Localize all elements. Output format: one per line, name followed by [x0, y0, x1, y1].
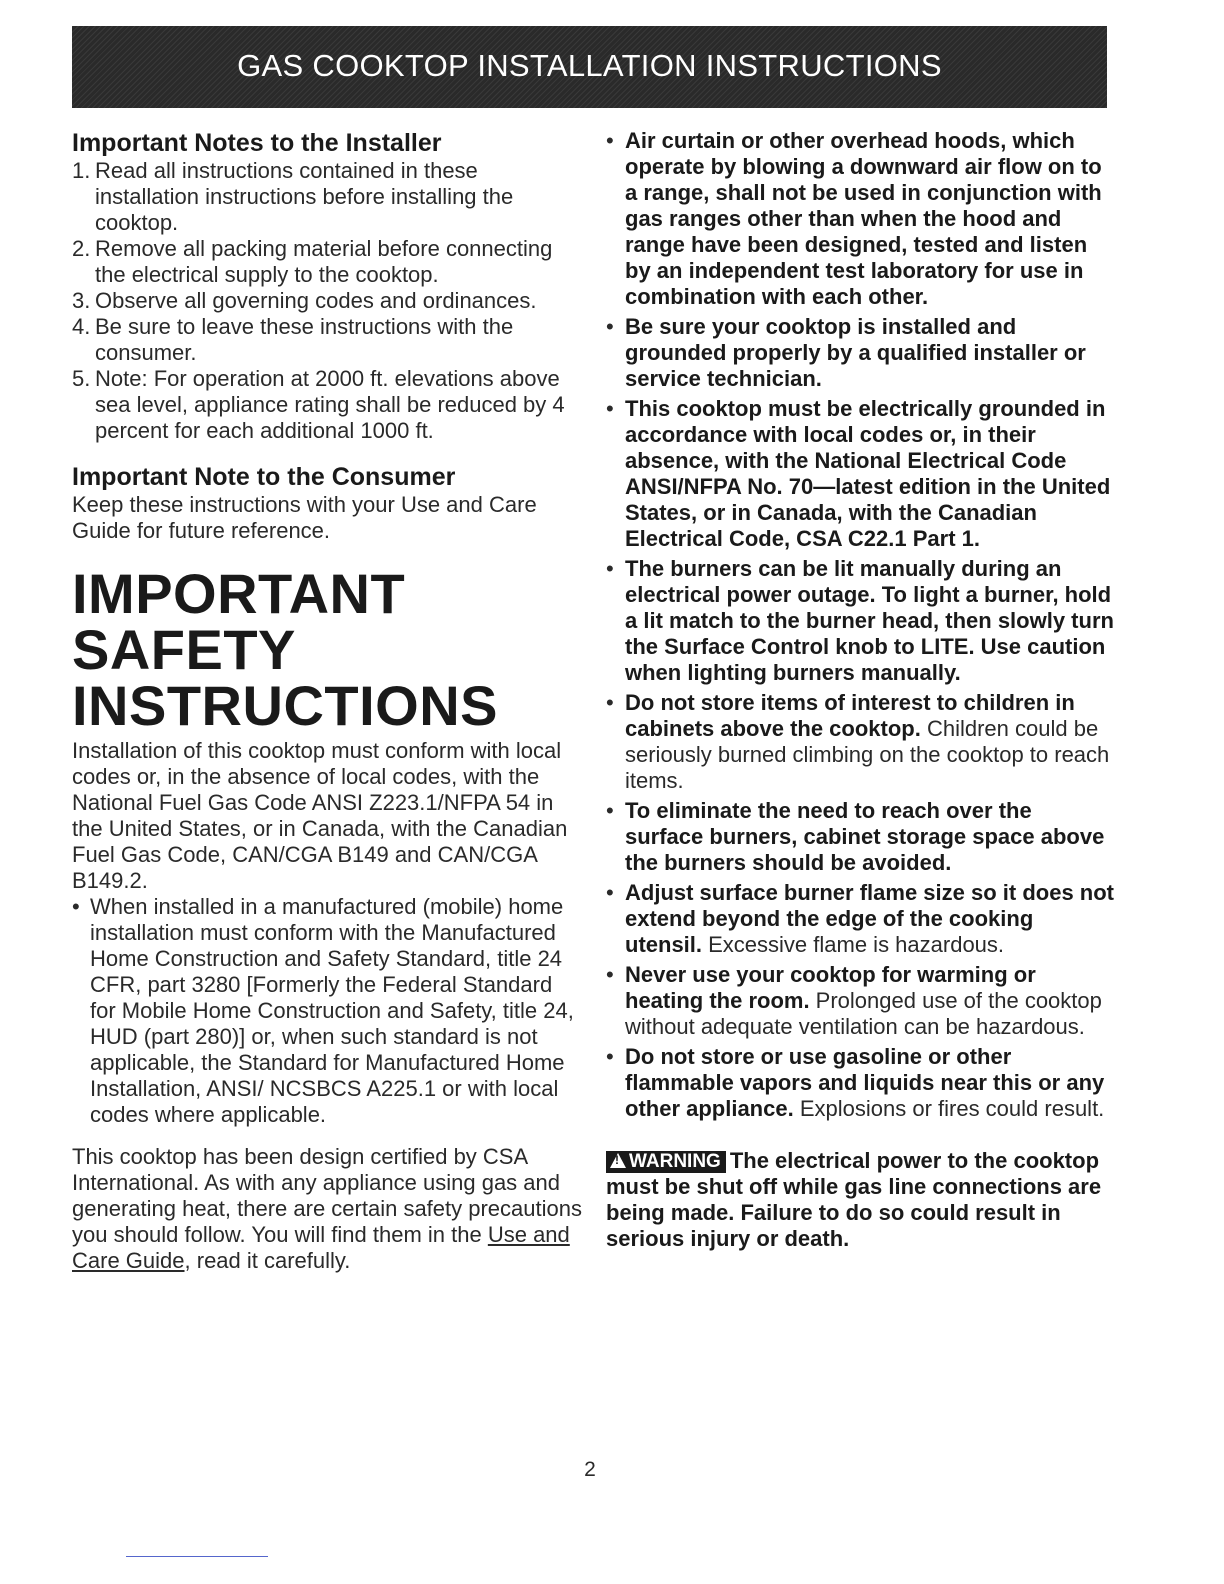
bullet-bold-text: Air curtain or other overhead hoods, which operate by blowing a downward air flow on to a range, shall not be used in conjunction with gas ranges other than when the hood and range have been designed, tested and listen by an independent test laboratory for use in combination with each other. — [625, 128, 1102, 309]
bullet-text: Excessive flame is hazardous. — [702, 932, 1005, 957]
safety-title — [72, 562, 582, 737]
bullet-bold-text: Do not store or use gasoline or other flammable vapors and liquids near this or any other appliance. — [625, 1044, 1105, 1121]
list-item — [606, 690, 1116, 794]
list-item — [606, 314, 1116, 392]
item-text: Read all instructions contained in these installation instructions before installing the cooktop. — [95, 158, 514, 235]
bullet-icon: • — [606, 556, 614, 581]
safety-title-line-2: INSTRUCTIONS — [72, 674, 498, 737]
installer-notes-list — [72, 158, 582, 444]
left-column — [72, 128, 582, 1274]
list-item — [72, 236, 582, 288]
left-bullet-list — [72, 894, 582, 1128]
item-text: Remove all packing material before connecting the electrical supply to the cooktop. — [95, 236, 553, 287]
use-and-care-guide-link[interactable]: Use and Care Guide — [72, 1222, 570, 1273]
page-title: GAS COOKTOP INSTALLATION INSTRUCTIONS — [237, 48, 942, 83]
bullet-bold-text: This cooktop must be electrically grounded in accordance with local codes or, in their absence, with the National Electrical Code ANSI/NFPA No. 70—latest edition in the United States, or in Canada, with the Canadian Electrical Code, CSA C22.1 Part 1. — [625, 396, 1111, 551]
certification-text: This cooktop has been design certified by CSA International. As with any appliance using gas and generating heat, there are certain safety precautions you should follow. You will find them in the — [72, 1144, 582, 1247]
list-item — [72, 894, 582, 1128]
warning-badge — [606, 1151, 726, 1173]
list-item — [606, 556, 1116, 686]
right-bullet-list — [606, 128, 1116, 1122]
list-item — [72, 314, 582, 366]
right-column — [606, 128, 1116, 1252]
bullet-bold-text: Adjust surface burner flame size so it does not extend beyond the edge of the cooking utensil. — [625, 880, 1114, 957]
bullet-icon: • — [606, 314, 614, 339]
item-number: 2. — [72, 236, 91, 261]
bullet-icon: • — [72, 894, 80, 919]
item-number: 3. — [72, 288, 91, 313]
page-number: 2 — [584, 1458, 596, 1481]
bullet-bold-text: To eliminate the need to reach over the surface burners, cabinet storage space above the burners should be avoided. — [625, 798, 1105, 875]
list-item — [72, 288, 582, 314]
warning-badge-label: WARNING — [629, 1151, 721, 1172]
warning-block — [606, 1148, 1116, 1252]
item-number: 1. — [72, 158, 91, 183]
bullet-icon: • — [606, 962, 614, 987]
warning-text: The electrical power to the cooktop must be shut off while gas line connections are being made. Failure to do so could result in serious injury or death. — [606, 1148, 1102, 1251]
bullet-icon: • — [606, 1044, 614, 1069]
item-text: Observe all governing codes and ordinances. — [95, 288, 537, 313]
item-text: Note: For operation at 2000 ft. elevations above sea level, appliance rating shall be reduced by 4 percent for each additional 1000 ft. — [95, 366, 565, 443]
item-number: 4. — [72, 314, 91, 339]
bullet-icon: • — [606, 396, 614, 421]
list-item — [72, 158, 582, 236]
item-text: Be sure to leave these instructions with the consumer. — [95, 314, 514, 365]
warning-triangle-icon — [610, 1153, 626, 1168]
bullet-icon: • — [606, 798, 614, 823]
list-item — [606, 128, 1116, 310]
consumer-note-heading: Important Note to the Consumer — [72, 463, 456, 491]
list-item — [606, 880, 1116, 958]
footer-divider — [126, 1556, 268, 1557]
bullet-text: Prolonged use of the cooktop without adequate ventilation can be hazardous. — [625, 988, 1102, 1039]
bullet-text: Explosions or fires could result. — [793, 1096, 1105, 1121]
bullet-text: When installed in a manufactured (mobile) home installation must conform with the Manufactured Home Construction and Safety Standard, title 24 CFR, part 3280 [Formerly the Federal Standard for Mobile Home Construction and Safety, title 24, HUD (part 280)] or, when such standard is not applicable, the Standard for Manufactured Home Installation, ANSI/ NCSBCS A225.1 or with local codes where applicable. — [90, 894, 574, 1127]
list-item — [72, 366, 582, 444]
bullet-icon: • — [606, 128, 614, 153]
certification-end: , read it carefully. — [184, 1248, 351, 1273]
list-item — [606, 798, 1116, 876]
header-banner — [72, 26, 1107, 108]
bullet-bold-text: The burners can be lit manually during an electrical power outage. To light a burner, hold a lit match to the burner head, then slowly turn the Surface Control knob to LITE. Use caution when lighting burners manually. — [625, 556, 1114, 685]
safety-title-line-1: IMPORTANT SAFETY — [72, 562, 406, 681]
bullet-icon: • — [606, 880, 614, 905]
list-item — [606, 396, 1116, 552]
list-item — [606, 1044, 1116, 1122]
certification-paragraph — [72, 1144, 582, 1274]
bullet-bold-text: Never use your cooktop for warming or heating the room. — [625, 962, 1036, 1013]
safety-intro: Installation of this cooktop must conform with local codes or, in the absence of local codes, with the National Fuel Gas Code ANSI Z223.1/NFPA 54 in the United States, or in Canada, with the Canadian Fuel Gas Code, CAN/CGA B149 and CAN/CGA B149.2. — [72, 738, 568, 893]
bullet-bold-text: Be sure your cooktop is installed and grounded properly by a qualified installer or service technician. — [625, 314, 1086, 391]
bullet-icon: • — [606, 690, 614, 715]
installer-notes-heading: Important Notes to the Installer — [72, 129, 442, 157]
bullet-text: Children could be seriously burned climbing on the cooktop to reach items. — [625, 716, 1110, 793]
item-number: 5. — [72, 366, 91, 391]
consumer-note-text: Keep these instructions with your Use and Care Guide for future reference. — [72, 492, 537, 543]
bullet-bold-text: Do not store items of interest to children in cabinets above the cooktop. — [625, 690, 1075, 741]
list-item — [606, 962, 1116, 1040]
